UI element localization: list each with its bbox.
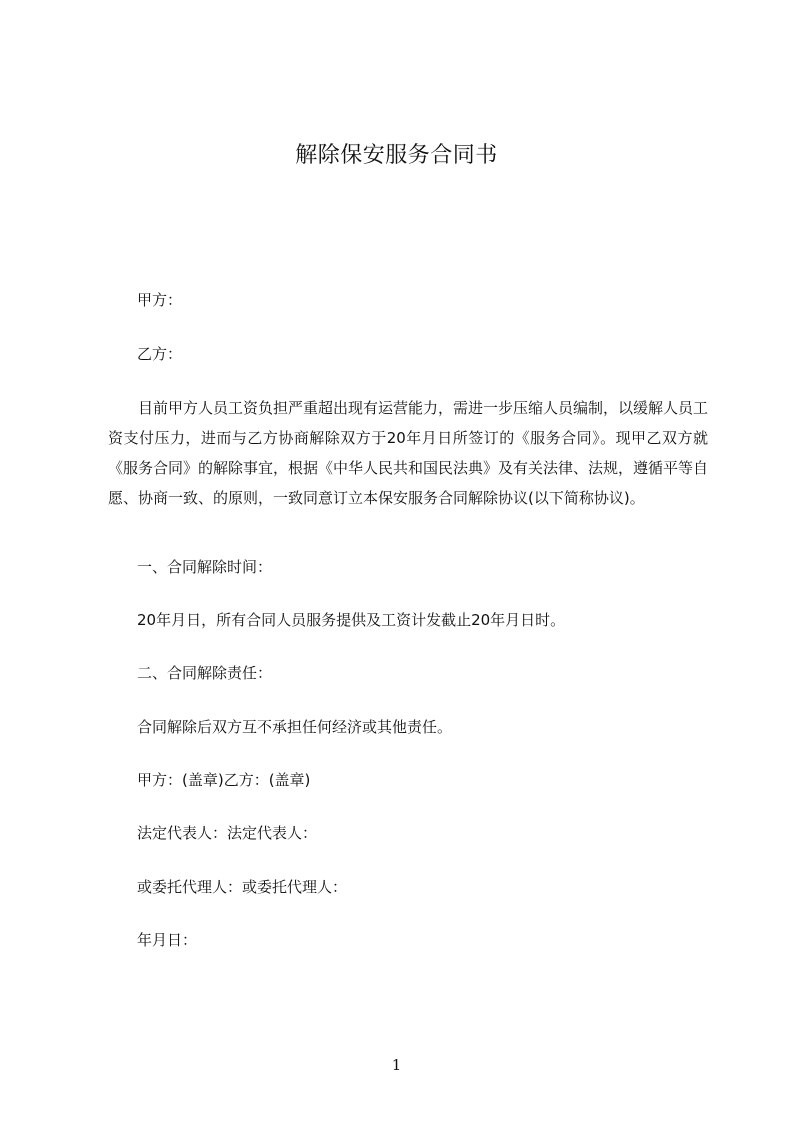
section-2-heading: 二、合同解除责任： <box>137 664 273 682</box>
party-b-label: 乙方： <box>137 345 183 363</box>
date-line: 年月日： <box>137 931 198 949</box>
seal-line: 甲方：(盖章)乙方：(盖章) <box>137 771 311 789</box>
section-1-heading: 一、合同解除时间： <box>137 558 273 576</box>
intro-paragraph: 目前甲方人员工资负担严重超出现有运营能力，需进一步压缩人员编制，以缓解人员工资支付压力，进而与乙方协商解除双方于20年月日所签订的《服务合同》。现甲乙双方就《服务合同》的解除事宜，根据《中华人民共和国民法典》及有关法律、法规，遵循平等自愿、协商一致、的原则，一致同意订立本保安服务合同解除协议(以下简称协议)。 <box>108 399 709 507</box>
page-number: 1 <box>391 1056 402 1074</box>
party-a-label: 甲方： <box>137 291 183 309</box>
section-2-text: 合同解除后双方互不承担任何经济或其他责任。 <box>137 718 453 736</box>
document-title: 解除保安服务合同书 <box>295 143 498 168</box>
authorized-agent-line: 或委托代理人：或委托代理人： <box>137 878 348 896</box>
section-1-text: 20年月日，所有合同人员服务提供及工资计发截止20年月日时。 <box>137 611 566 629</box>
legal-representative-line: 法定代表人：法定代表人： <box>137 824 318 842</box>
